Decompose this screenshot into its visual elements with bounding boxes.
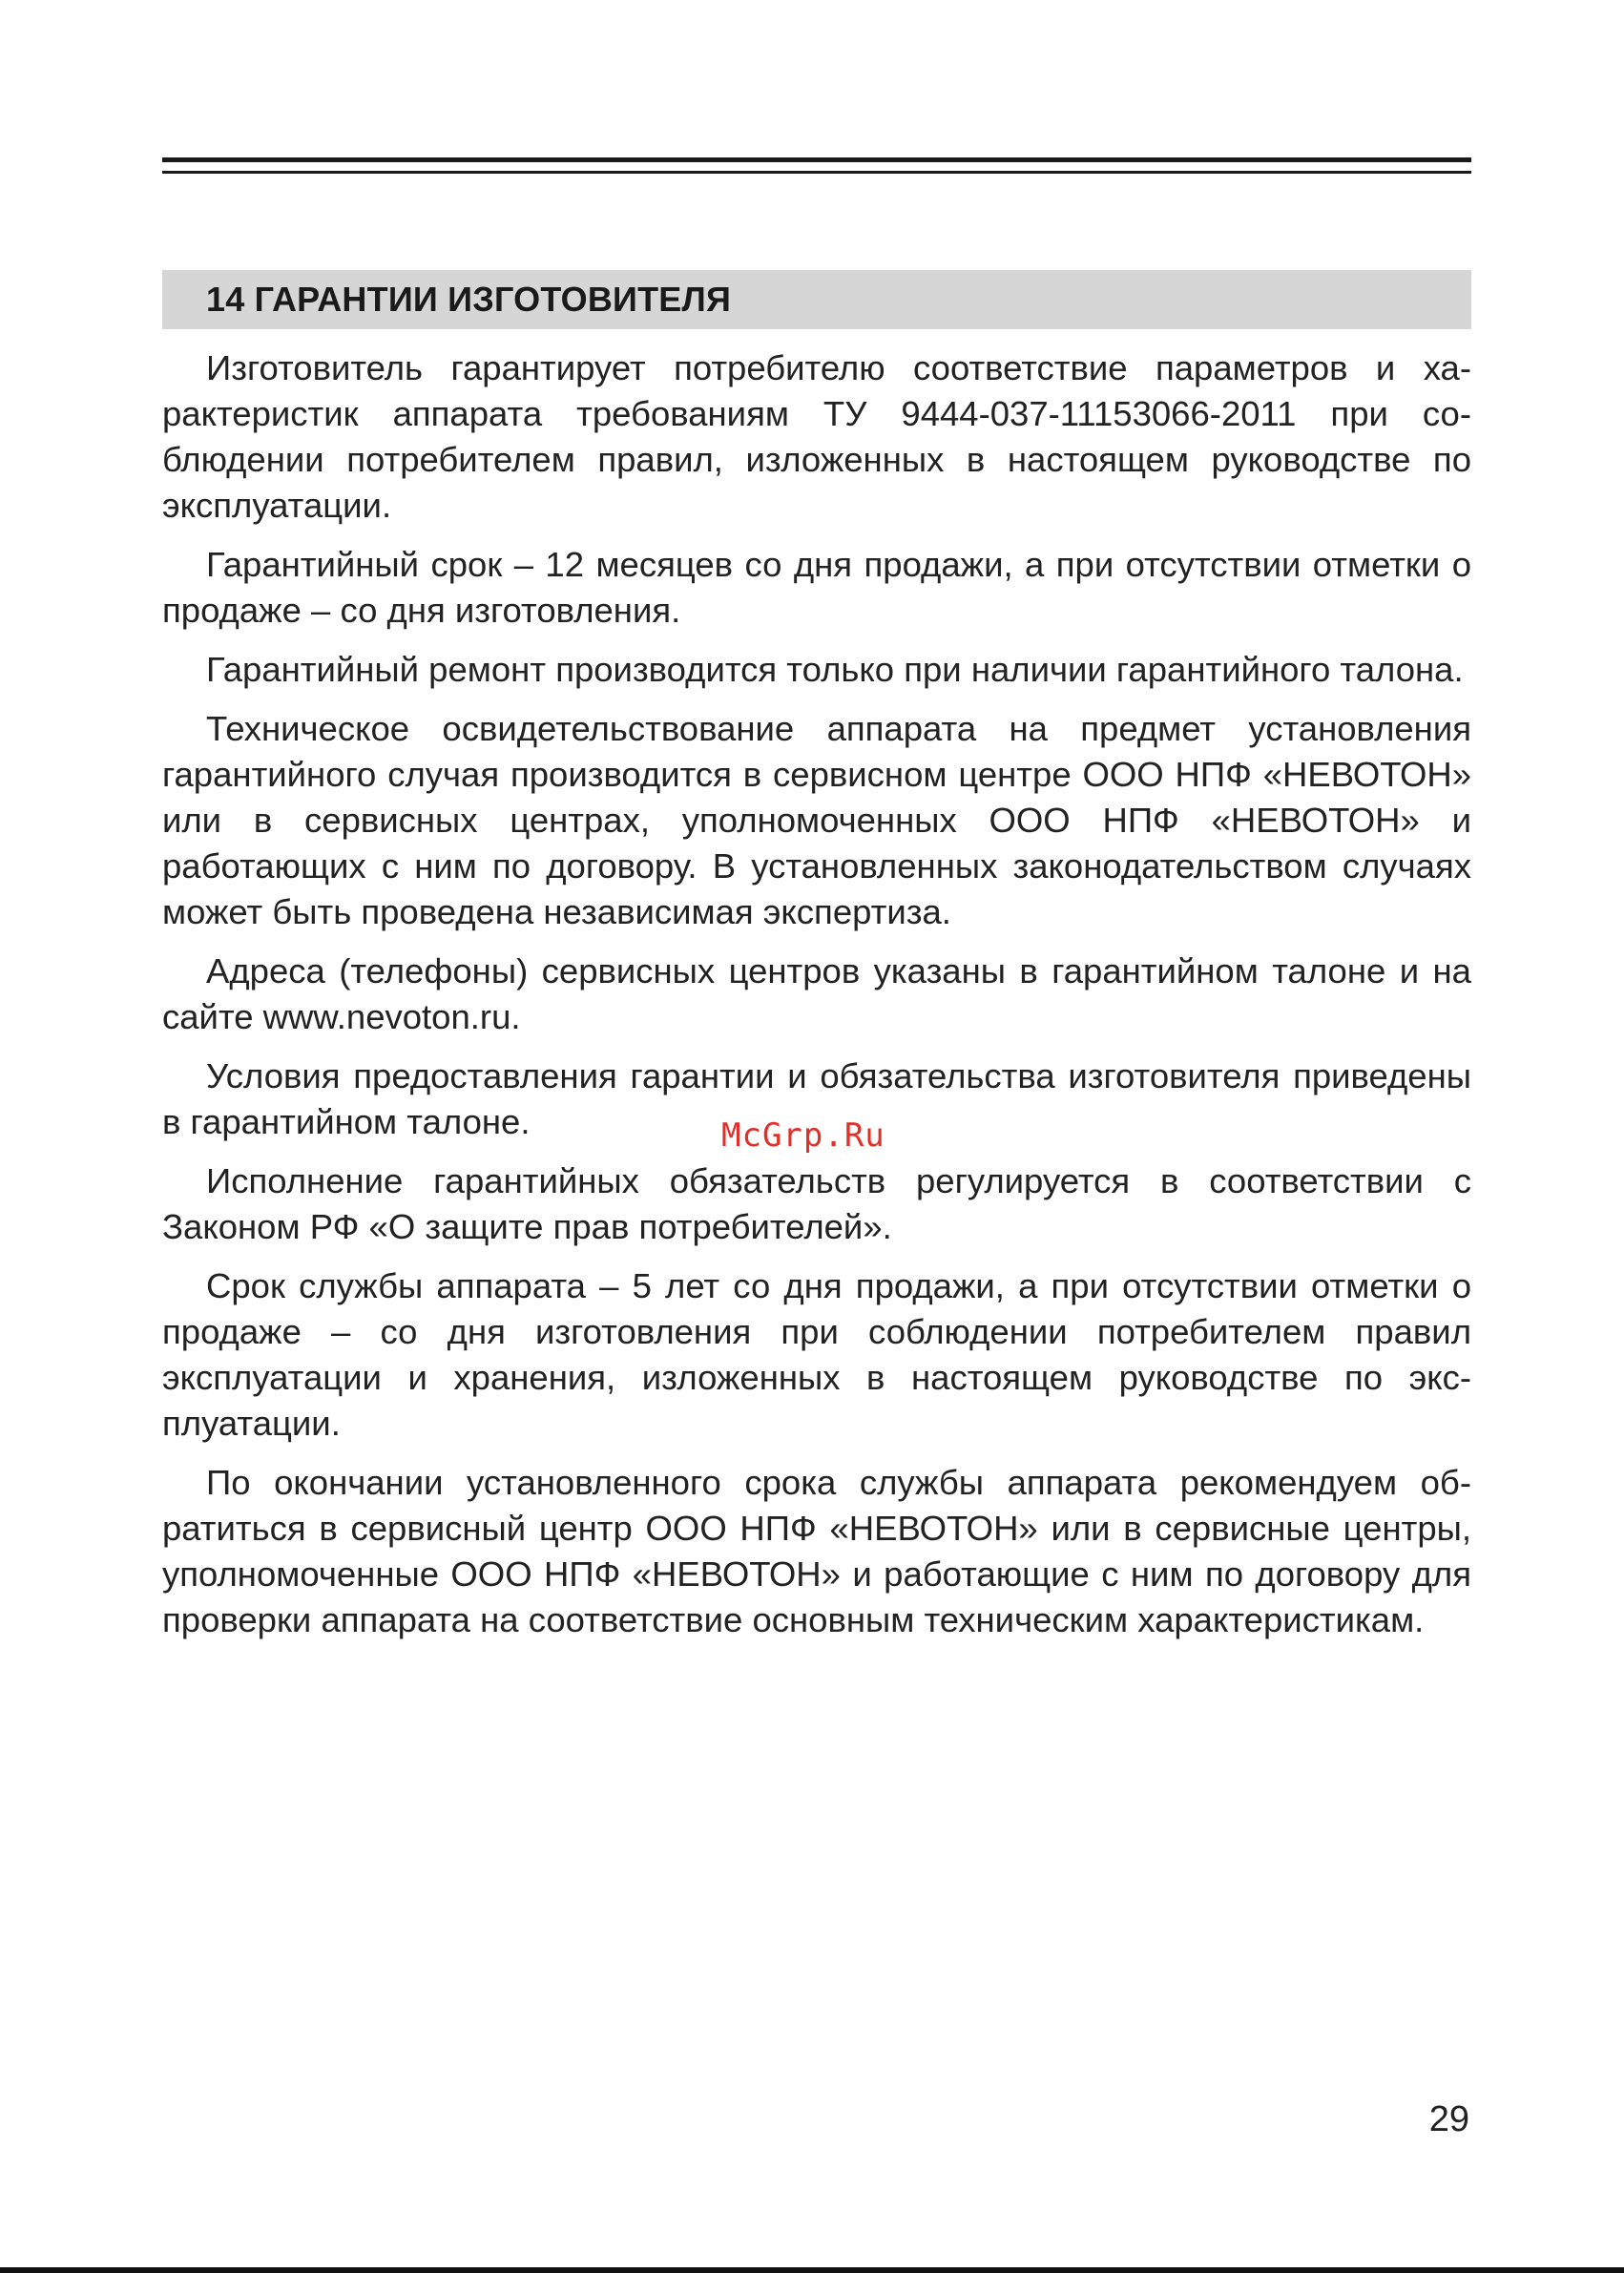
section-title: 14 ГАРАНТИИ ИЗГОТОВИТЕЛЯ [206,280,732,319]
body-text [162,345,1471,1657]
paragraph-warranty-conditions: Условия предоставления гарантии и обязательства изготовителя приведены в гарантийном талоне. [162,1056,1471,1141]
watermark: McGrp.Ru [721,1116,885,1155]
page-number: 29 [1428,2099,1469,2139]
paragraph-service-life: Срок службы аппарата – 5 лет со дня продажи, а при отсутствии отметки о продаже – со дня изготовления при соблюдении потребителем правил эксплуатации и хранения, изложенных в настоящем руководстве по эксплуатации. [162,1266,1471,1443]
section-header-band [162,270,1471,329]
paragraph-warranty-repair: Гарантийный ремонт производится только при наличии гарантийного талона. [206,650,1464,689]
paragraph-after-service-life: По окончании установленного срока службы аппарата рекомендуем обратиться в сервисный центр ООО НПФ «НЕВОТОН» или в сервисные центры, уполномоченные ООО НПФ «НЕВОТОН» и работающие с ним по договору для проверки аппарата на соответствие основным техническим характеристикам. [162,1463,1471,1639]
paragraph-technical-inspection: Техническое освидетельствование аппарата на предмет установления гарантийного случая производится в сервисном центре ООО НПФ «НЕВОТОН» или в сервисных центрах, уполномоченных ООО НПФ «НЕВОТОН» и работающих с ним по договору. В установленных законодательством случаях может быть проведена независимая экспертиза. [162,709,1471,931]
paragraph-consumer-law: Исполнение гарантийных обязательств регулируется в соответствии с Законом РФ «О защите прав потребителей». [162,1161,1471,1246]
paragraph-warranty-period: Гарантийный срок – 12 месяцев со дня продажи, а при отсутствии отметки о продаже – со дня изготовления. [162,545,1471,630]
paragraph-manufacturer-guarantee: Изготовитель гарантирует потребителю соответствие параметров и характеристик аппарата требованиям ТУ 9444-037-11153066-2011 при соблюдении потребителем правил, изложенных в настоящем руководстве по эксплуатации. [162,348,1471,525]
top-rule-thick [162,157,1471,162]
bottom-edge-band [0,2267,1624,2273]
top-rule-thin [162,171,1471,174]
paragraph-service-addresses: Адреса (телефоны) сервисных центров указаны в гарантийном талоне и на сайте www.nevoton.ru. [162,951,1471,1036]
